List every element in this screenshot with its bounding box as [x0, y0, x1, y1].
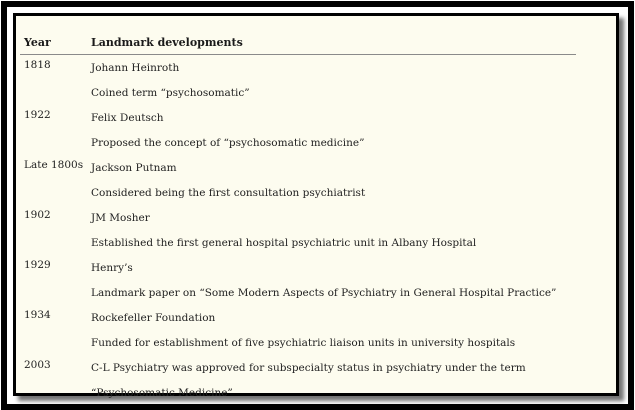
row-year: 1902: [24, 209, 51, 221]
table-row: [20, 280, 576, 305]
row-development: Established the first general hospital psychiatric unit in Albany Hospital: [91, 237, 477, 249]
table-row: [20, 255, 576, 280]
row-development: Henry’s: [91, 262, 133, 274]
table-row: [20, 380, 576, 405]
row-development: Coined term “psychosomatic”: [91, 87, 250, 99]
row-development: Landmark paper on “Some Modern Aspects of Psychiatry in General Hospital Practice”: [91, 287, 557, 299]
table-row: [20, 105, 576, 130]
row-year: 1929: [24, 259, 51, 271]
row-development: “Psychosomatic Medicine”: [91, 387, 233, 399]
row-year: Late 1800s: [24, 159, 84, 171]
table-row: [20, 230, 576, 255]
table-header: [20, 19, 576, 55]
table-row: [20, 305, 576, 330]
row-development: Jackson Putnam: [91, 162, 177, 174]
table-row: [20, 80, 576, 105]
table-row: [20, 330, 576, 355]
row-development: Considered being the first consultation psychiatrist: [91, 187, 366, 199]
table-row: [20, 130, 576, 155]
row-year: 1922: [24, 109, 51, 121]
row-development: Felix Deutsch: [91, 112, 164, 124]
row-development: Rockefeller Foundation: [91, 312, 216, 324]
table-row: [20, 355, 576, 380]
row-development: JM Mosher: [91, 212, 150, 224]
row-development: Johann Heinroth: [91, 62, 180, 74]
landmark-table: [20, 19, 576, 405]
row-development: C-L Psychiatry was approved for subspecialty status in psychiatry under the term: [91, 362, 526, 374]
table-row: [20, 180, 576, 205]
table-row: [20, 155, 576, 180]
row-year: 1818: [24, 59, 51, 71]
row-year: 2003: [24, 359, 51, 371]
table-row: [20, 55, 576, 80]
row-development: Funded for establishment of five psychiatric liaison units in university hospitals: [91, 337, 516, 349]
header-year: Year: [24, 36, 51, 49]
outer-frame: [1, 1, 634, 410]
table-row: [20, 205, 576, 230]
header-developments: Landmark developments: [91, 36, 243, 49]
row-year: 1934: [24, 309, 51, 321]
table-panel: [13, 13, 619, 399]
row-development: Proposed the concept of “psychosomatic medicine”: [91, 137, 365, 149]
table-body: [20, 55, 576, 405]
